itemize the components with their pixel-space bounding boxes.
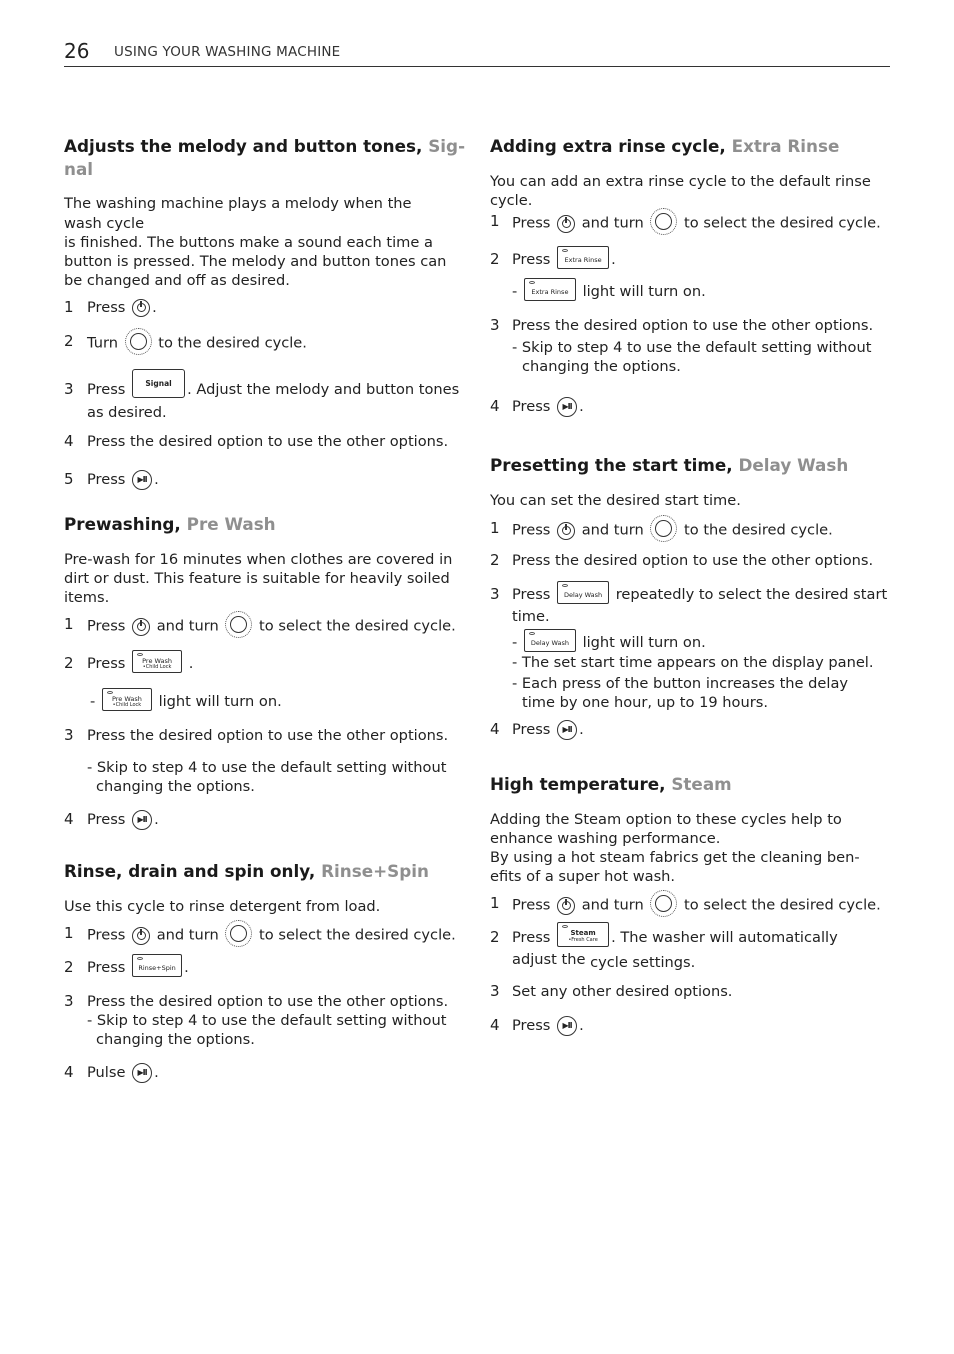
- signal-desc-4: button is pressed. The melody and button tones can: [64, 253, 447, 270]
- power-icon: [132, 927, 150, 945]
- cycle-dial-icon: [225, 611, 252, 638]
- extra-rinse-skip-1: - Skip to step 4 to use the default setting without: [512, 339, 872, 356]
- steam-step-2-cont: adjust the cycle settings.: [512, 951, 696, 971]
- rinse-spin-step-1: Press and turn to select the desired cycle.: [87, 924, 456, 947]
- extra-rinse-button-icon: Extra Rinse: [524, 278, 576, 301]
- rinse-spin-skip-2: changing the options.: [96, 1031, 255, 1048]
- step-number: 2: [64, 958, 74, 976]
- signal-step-3-cont: as desired.: [87, 404, 167, 421]
- rinse-spin-heading: Rinse, drain and spin only, Rinse+Spin: [64, 861, 429, 881]
- rinse-spin-desc: Use this cycle to rinse detergent from load.: [64, 898, 381, 915]
- start-pause-icon: ▶II: [132, 810, 152, 830]
- signal-step-5: Press ▶II .: [87, 471, 159, 488]
- prewash-step-4: Press ▶II .: [87, 811, 159, 828]
- step-number: 1: [64, 298, 74, 316]
- signal-desc-1: The washing machine plays a melody when the: [64, 195, 412, 212]
- signal-desc-3: is finished. The buttons make a sound each time a: [64, 234, 433, 251]
- step-number: 3: [490, 982, 500, 1000]
- prewash-light: - Pre Wash •Child Lock light will turn on.: [90, 692, 282, 711]
- step-number: 4: [490, 397, 500, 415]
- delay-wash-step-3-cont: time.: [512, 608, 550, 625]
- signal-heading: Adjusts the melody and button tones, Sig-: [64, 136, 466, 156]
- delay-wash-heading: Presetting the start time, Delay Wash: [490, 455, 849, 475]
- step-number: 5: [64, 470, 74, 488]
- power-icon: [557, 522, 575, 540]
- delay-wash-step-2: Press the desired option to use the other options.: [512, 552, 874, 569]
- delay-wash-step-4: Press ▶II .: [512, 721, 584, 738]
- power-icon: [557, 215, 575, 233]
- start-pause-icon: ▶II: [557, 397, 577, 417]
- rinse-spin-step-2: Press Rinse+Spin .: [87, 958, 189, 977]
- rinse-spin-step-4: Pulse ▶II .: [87, 1064, 159, 1081]
- prewash-step-1: Press and turn to select the desired cycle.: [87, 615, 456, 638]
- delay-wash-button-icon: Delay Wash: [524, 629, 576, 652]
- cycle-dial-icon: [125, 328, 152, 355]
- extra-rinse-button-icon: Extra Rinse: [557, 246, 609, 269]
- cycle-dial-icon: [650, 890, 677, 917]
- step-number: 2: [64, 332, 74, 350]
- step-number: 2: [490, 250, 500, 268]
- signal-button-icon: Signal: [132, 369, 185, 398]
- prewash-desc-2: dirt or dust. This feature is suitable for heavily soiled: [64, 570, 450, 587]
- step-number: 2: [490, 551, 500, 569]
- start-pause-icon: ▶II: [132, 470, 152, 490]
- prewash-desc-3: items.: [64, 589, 110, 606]
- signal-step-1: Press .: [87, 299, 157, 316]
- step-number: 1: [490, 894, 500, 912]
- delay-wash-bullet-1: - The set start time appears on the display panel.: [512, 654, 874, 671]
- delay-wash-button-icon: Delay Wash: [557, 581, 609, 604]
- power-icon: [557, 897, 575, 915]
- start-pause-icon: ▶II: [557, 720, 577, 740]
- step-number: 4: [490, 1016, 500, 1034]
- pre-wash-button-icon: Pre Wash •Child Lock: [132, 650, 182, 673]
- step-number: 2: [64, 654, 74, 672]
- prewash-step-3: Press the desired option to use the other options.: [87, 727, 449, 744]
- signal-desc-5: be changed and off as desired.: [64, 272, 290, 289]
- page-number: 26: [64, 39, 90, 63]
- prewash-heading: Prewashing, Pre Wash: [64, 514, 276, 534]
- power-icon: [132, 618, 150, 636]
- signal-desc-2: wash cycle: [64, 215, 145, 232]
- step-number: 4: [64, 810, 74, 828]
- extra-rinse-step-1: Press and turn to select the desired cycle.: [512, 212, 881, 235]
- running-title: USING YOUR WASHING MACHINE: [114, 44, 341, 60]
- prewash-step-2: Press Pre Wash •Child Lock .: [87, 654, 193, 673]
- step-number: 3: [64, 380, 74, 398]
- delay-wash-step-1: Press and turn to the desired cycle.: [512, 519, 833, 542]
- extra-rinse-heading: Adding extra rinse cycle, Extra Rinse: [490, 136, 840, 156]
- signal-heading-accent: Sig-: [428, 136, 466, 156]
- steam-step-1: Press and turn to select the desired cycle.: [512, 894, 881, 917]
- steam-step-4: Press ▶II .: [512, 1017, 584, 1034]
- cycle-dial-icon: [650, 208, 677, 235]
- step-number: 4: [64, 432, 74, 450]
- step-number: 3: [64, 992, 74, 1010]
- extra-rinse-step-3: Press the desired option to use the other options.: [512, 317, 874, 334]
- cycle-dial-icon: [225, 920, 252, 947]
- rinse-spin-button-icon: Rinse+Spin: [132, 954, 182, 977]
- steam-step-2: Press Steam •Fresh Care . The washer will automatically: [512, 928, 838, 947]
- step-number: 3: [490, 316, 500, 334]
- step-number: 1: [490, 212, 500, 230]
- steam-button-icon: Steam •Fresh Care: [557, 922, 609, 947]
- step-number: 1: [64, 615, 74, 633]
- step-number: 3: [490, 585, 500, 603]
- steam-heading: High temperature, Steam: [490, 774, 732, 794]
- signal-step-3: Press Signal . Adjust the melody and button tones: [87, 380, 459, 399]
- delay-wash-bullet-2b: time by one hour, up to 19 hours.: [522, 694, 768, 711]
- step-number: 1: [64, 924, 74, 942]
- steam-desc-2: enhance washing performance.: [490, 830, 721, 847]
- steam-step-3: Set any other desired options.: [512, 983, 733, 1000]
- delay-wash-light: - Delay Wash light will turn on.: [512, 633, 706, 652]
- step-number: 4: [490, 720, 500, 738]
- signal-step-2: Turn to the desired cycle.: [87, 332, 307, 355]
- signal-heading-cont: nal: [64, 159, 94, 179]
- extra-rinse-step-4: Press ▶II .: [512, 398, 584, 415]
- extra-rinse-light: - Extra Rinse light will turn on.: [512, 282, 706, 301]
- start-pause-icon: ▶II: [557, 1016, 577, 1036]
- delay-wash-bullet-2a: - Each press of the button increases the delay: [512, 675, 849, 692]
- delay-wash-desc: You can set the desired start time.: [490, 492, 741, 509]
- delay-wash-step-3: Press Delay Wash repeatedly to select the desired start: [512, 585, 887, 604]
- steam-desc-3: By using a hot steam fabrics get the cleaning ben-: [490, 849, 860, 866]
- steam-desc-4: efits of a super hot wash.: [490, 868, 676, 885]
- step-number: 1: [490, 519, 500, 537]
- step-number: 4: [64, 1063, 74, 1081]
- extra-rinse-skip-2: changing the options.: [522, 358, 681, 375]
- extra-rinse-desc-2: cycle.: [490, 192, 533, 209]
- page-header: [64, 38, 890, 67]
- power-icon: [132, 299, 150, 317]
- prewash-desc-1: Pre-wash for 16 minutes when clothes are covered in: [64, 551, 453, 568]
- extra-rinse-step-2: Press Extra Rinse .: [512, 250, 616, 269]
- rinse-spin-step-3: Press the desired option to use the other options.: [87, 993, 449, 1010]
- extra-rinse-desc-1: You can add an extra rinse cycle to the default rinse: [490, 173, 871, 190]
- pre-wash-button-icon: Pre Wash •Child Lock: [102, 688, 152, 711]
- start-pause-icon: ▶II: [132, 1063, 152, 1083]
- cycle-dial-icon: [650, 515, 677, 542]
- steam-desc-1: Adding the Steam option to these cycles help to: [490, 811, 842, 828]
- step-number: 2: [490, 928, 500, 946]
- rinse-spin-skip-1: - Skip to step 4 to use the default setting without: [87, 1012, 447, 1029]
- signal-step-4: Press the desired option to use the other options.: [87, 433, 449, 450]
- prewash-skip-1: - Skip to step 4 to use the default setting without: [87, 759, 447, 776]
- prewash-skip-2: changing the options.: [96, 778, 255, 795]
- step-number: 3: [64, 726, 74, 744]
